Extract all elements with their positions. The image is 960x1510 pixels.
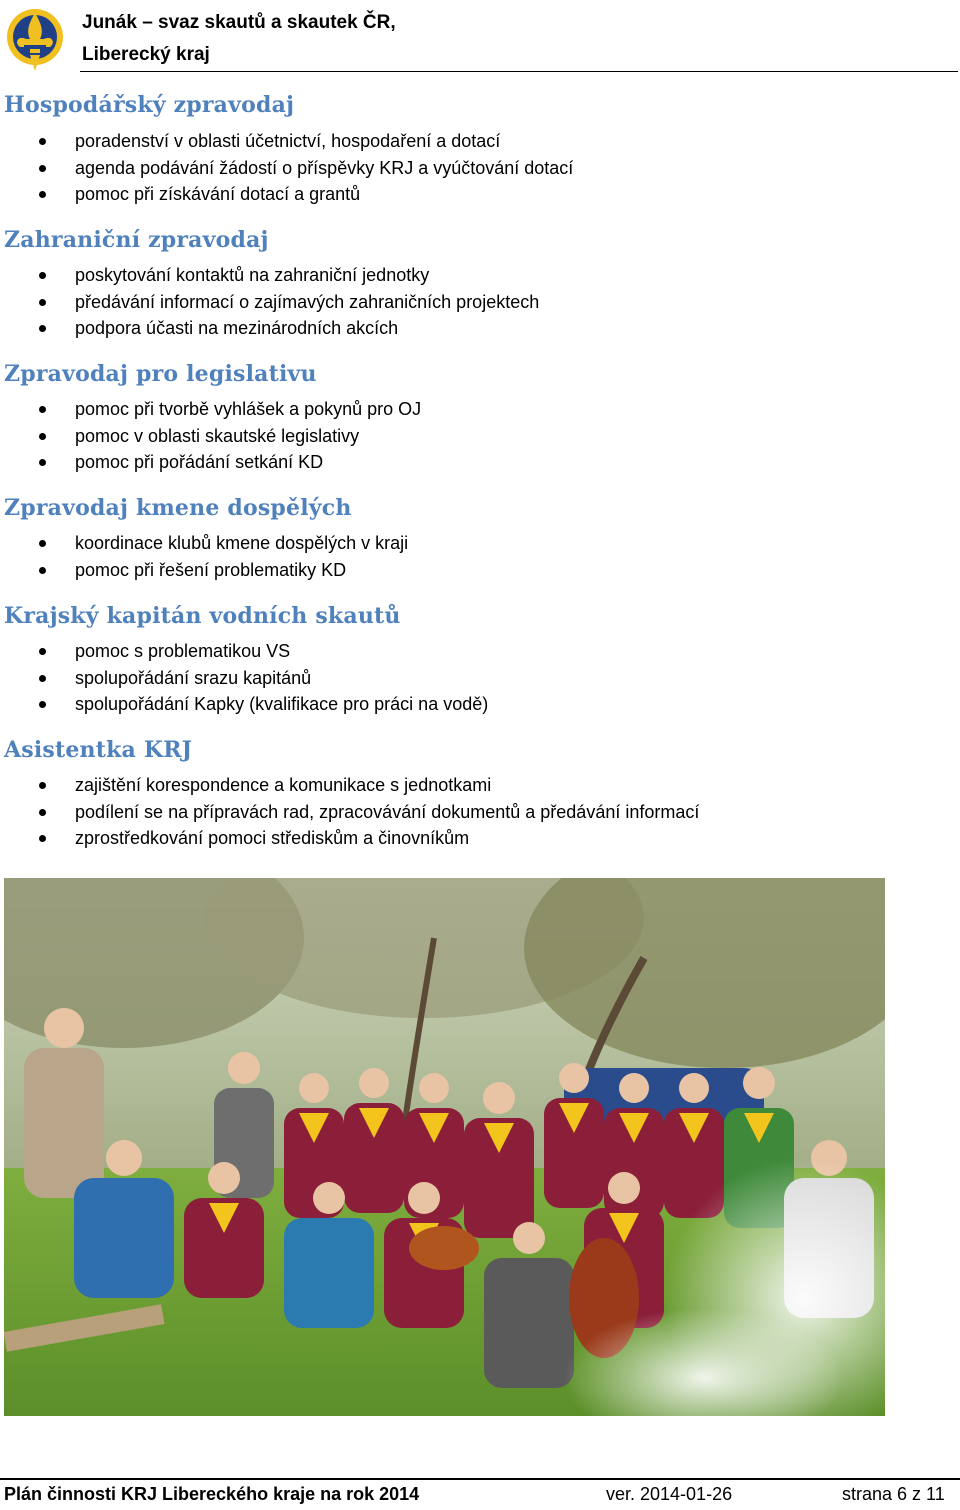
bullet-icon xyxy=(39,325,46,332)
list-item xyxy=(0,557,408,584)
bullet-icon xyxy=(39,191,46,198)
organization-region: Liberecký kraj xyxy=(82,44,210,65)
section-title: Asistentka KRJ xyxy=(4,737,193,763)
list-item xyxy=(0,181,573,208)
scout-group-photo xyxy=(4,878,885,1416)
section-title: Zpravodaj pro legislativu xyxy=(4,361,317,387)
bullet-icon xyxy=(39,406,46,413)
list-item-text: koordinace klubů kmene dospělých v kraji xyxy=(75,533,409,553)
list-item xyxy=(0,128,573,155)
list-item xyxy=(0,423,421,450)
list-item-text: pomoc při získávání dotací a grantů xyxy=(75,184,361,205)
page-number: strana 6 z 11 xyxy=(842,1484,945,1504)
bullet-icon xyxy=(39,138,46,145)
list-item-text: poradenství v oblasti účetnictví, hospodaření a dotací xyxy=(75,131,501,151)
list-item xyxy=(0,262,539,289)
list-item xyxy=(0,772,699,799)
bullet-icon xyxy=(39,648,46,655)
section-title: Zahraniční zpravodaj xyxy=(4,227,269,253)
list-item-text: spolupořádání Kapky (kvalifikace pro práci na vodě) xyxy=(75,694,489,715)
list-item xyxy=(0,396,421,423)
bullet-list xyxy=(0,530,408,583)
bullet-list xyxy=(0,262,539,342)
list-item xyxy=(0,315,539,342)
list-item-text: předávání informací o zajímavých zahraničních projektech xyxy=(75,291,540,312)
list-item xyxy=(0,799,699,826)
list-item-text: zprostředkování pomoci střediskům a činovníkům xyxy=(75,828,470,849)
list-item xyxy=(0,530,408,557)
bullet-icon xyxy=(39,433,46,440)
list-item xyxy=(0,825,699,852)
footer-divider xyxy=(0,1478,960,1480)
list-item-text: spolupořádání srazu kapitánů xyxy=(75,667,312,688)
list-item xyxy=(0,691,488,718)
list-item xyxy=(0,289,539,316)
list-item-text: zajištění korespondence a komunikace s jednotkami xyxy=(75,775,492,795)
list-item-text: pomoc s problematikou VS xyxy=(75,641,291,661)
list-item xyxy=(0,449,421,476)
organization-name: Junák – svaz skautů a skautek ČR, xyxy=(82,12,396,33)
list-item-text: pomoc při tvorbě vyhlášek a pokynů pro OJ xyxy=(75,399,422,419)
document-version: ver. 2014-01-26 xyxy=(606,1484,733,1504)
list-item-text: podílení se na přípravách rad, zpracovávání dokumentů a předávání informací xyxy=(75,801,700,822)
list-item xyxy=(0,638,488,665)
list-item-text: pomoc při pořádání setkání KD xyxy=(75,452,324,473)
list-item-text: agenda podávání žádostí o příspěvky KRJ a vyúčtování dotací xyxy=(75,157,574,178)
bullet-list xyxy=(0,396,421,476)
bullet-icon xyxy=(39,299,46,306)
section-title: Krajský kapitán vodních skautů xyxy=(4,603,401,629)
bullet-list xyxy=(0,772,699,852)
list-item-text: pomoc v oblasti skautské legislativy xyxy=(75,425,360,446)
list-item xyxy=(0,665,488,692)
bullet-list xyxy=(0,638,488,718)
bullet-icon xyxy=(39,165,46,172)
bullet-icon xyxy=(39,272,46,279)
section-title: Hospodářský zpravodaj xyxy=(4,92,295,118)
bullet-icon xyxy=(39,675,46,682)
list-item-text: poskytování kontaktů na zahraniční jednotky xyxy=(75,265,430,285)
header-divider xyxy=(80,71,958,72)
document-title: Plán činnosti KRJ Libereckého kraje na rok 2014 xyxy=(4,1484,420,1504)
bullet-icon xyxy=(39,701,46,708)
scout-lily-logo-icon xyxy=(4,5,66,75)
bullet-icon xyxy=(39,567,46,574)
bullet-icon xyxy=(39,782,46,789)
bullet-icon xyxy=(39,835,46,842)
bullet-icon xyxy=(39,459,46,466)
bullet-list xyxy=(0,128,573,208)
bullet-icon xyxy=(39,809,46,816)
list-item-text: pomoc při řešení problematiky KD xyxy=(75,559,347,580)
bullet-icon xyxy=(39,540,46,547)
section-title: Zpravodaj kmene dospělých xyxy=(4,495,352,521)
list-item-text: podpora účasti na mezinárodních akcích xyxy=(75,318,399,339)
list-item xyxy=(0,155,573,182)
